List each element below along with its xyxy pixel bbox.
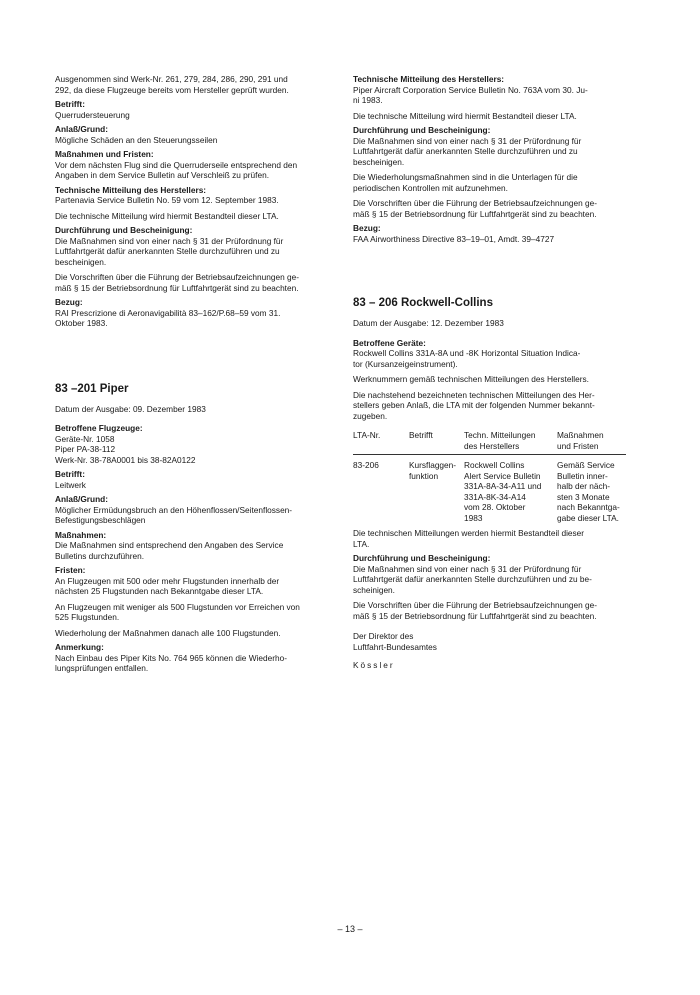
bezug-text: RAI Prescrizione di Aeronavigabilità 83–162/P.68–59 vom 31. Oktober 1983. <box>55 307 281 328</box>
fristen-text-1: An Flugzeugen mit 500 oder mehr Flugstunden innerhalb der nächsten 25 Flugstunden nach Bekanntgabe dieser LTA. <box>55 575 280 596</box>
section-piper <box>55 382 331 674</box>
betrifft-text: Leitwerk <box>55 479 86 490</box>
vorschriften-text: Die Vorschriften über die Führung der Betriebsaufzeichnungen ge- mäß § 15 der Betriebsordnung für Luftfahrtgerät sind zu beachten. <box>55 272 299 293</box>
durchfuehrung-label: Durchführung und Bescheinigung: <box>353 125 491 135</box>
betrifft-text: Querrudersteuerung <box>55 109 130 120</box>
table-cell: Kursflaggen- funktion <box>409 460 457 481</box>
massnahmen-text: Vor dem nächsten Flug sind die Querruderseile entsprechend den Angaben in dem Service Bulletin auf Verschleiß zu prüfen. <box>55 159 298 180</box>
betrifft-label: Betrifft: <box>55 469 85 479</box>
werknummern-text: Werknummern gemäß technischen Mitteilungen des Herstellers. <box>353 374 589 384</box>
tech-label: Technische Mitteilung des Herstellers: <box>55 184 207 195</box>
massnahmen-label: Maßnahmen: <box>55 529 107 540</box>
section-heading: 83 –201 Piper <box>55 382 129 395</box>
page-number: – 13 – <box>337 924 363 934</box>
tech-label: Technische Mitteilung des Herstellers: <box>353 74 505 84</box>
betrifft-label: Betrifft: <box>55 99 85 109</box>
durchfuehrung-label: Durchführung und Bescheinigung: <box>55 225 193 235</box>
issue-date: Datum der Ausgabe: 12. Dezember 1983 <box>353 318 504 328</box>
left-column <box>55 74 331 674</box>
vorschriften-text: Die Vorschriften über die Führung der Betriebsaufzeichnungen ge- mäß § 15 der Betriebsordnung für Luftfahrtgerät sind zu beachten. <box>353 600 597 621</box>
geraete-text: Geräte-Nr. 1058 Piper PA-38-112 Werk-Nr. 38-78A0001 bis 38-82A0122 <box>55 433 196 465</box>
section-rockwell-collins <box>353 296 626 671</box>
section-heading: 83 – 206 Rockwell-Collins <box>353 297 493 309</box>
table-header-cell: LTA-Nr. <box>353 430 381 440</box>
intro-text: Die nachstehend bezeichneten technischen Mitteilungen des Her- stellers geben Anlaß, die LTA mit der folgenden Nummer bekannt- zugeben. <box>353 389 595 421</box>
geraete-label: Betroffene Flugzeuge: <box>55 423 143 433</box>
tech-note: Die technischen Mitteilungen werden hiermit Bestandteil dieser LTA. <box>353 528 585 549</box>
tech-note: Die technische Mitteilung wird hiermit Bestandteil dieser LTA. <box>55 210 279 221</box>
massnahmen-label: Maßnahmen und Fristen: <box>55 149 154 159</box>
bezug-text: FAA Airworthiness Directive 83–19–01, Amdt. 39–4727 <box>353 233 555 244</box>
durchfuehrung-text: Die Maßnahmen sind von einer nach § 31 der Prüfordnung für Luftfahrtgerät dafür anerkannten Stelle durchzuführen und zu bescheinigen. <box>55 235 284 267</box>
anmerkung-label: Anmerkung: <box>55 642 104 652</box>
vorschriften-text: Die Vorschriften über die Führung der Betriebsaufzeichnungen ge- mäß § 15 der Betriebsordnung für Luftfahrtgerät sind zu beachten. <box>353 198 597 219</box>
durchfuehrung-text: Die Maßnahmen sind von einer nach § 31 der Prüfordnung für Luftfahrtgerät dafür anerkannten Stelle durchzuführen und zu be- scheinigen. <box>353 563 592 595</box>
table-header-cell: Betrifft <box>409 430 433 440</box>
table-cell: 83-206 <box>353 460 379 470</box>
bezug-label: Bezug: <box>353 223 381 233</box>
anlass-text: Mögliche Schäden an den Steuerungsseilen <box>55 134 218 145</box>
table-row <box>353 460 626 523</box>
table-header-cell: Maßnahmen und Fristen <box>557 430 604 451</box>
anlass-text: Möglicher Ermüdungsbruch an den Höhenflossen/Seitenflossen- Befestigungsbeschlägen <box>55 504 293 525</box>
tech-text: Piper Aircraft Corporation Service Bulletin No. 763A vom 30. Ju- ni 1983. <box>353 84 588 105</box>
fristen-text-2: An Flugzeugen mit weniger als 500 Flugstunden vor Erreichen von 525 Flugstunden. <box>55 601 300 622</box>
massnahmen-text: Die Maßnahmen sind entsprechend den Angaben des Service Bulletins durchzuführen. <box>55 540 284 561</box>
signature-block: Der Direktor des Luftfahrt-Bundesamtes <box>353 631 437 652</box>
intro-text: Ausgenommen sind Werk-Nr. 261, 279, 284, 286, 290, 291 und 292, da diese Flugzeuge bereits vom Hersteller geprüft wurden. <box>55 74 289 95</box>
anmerkung-text: Nach Einbau des Piper Kits No. 764 965 können die Wiederho- lungsprüfungen entfallen. <box>55 652 287 673</box>
wiederholung-text: Die Wiederholungsmaßnahmen sind in die Unterlagen für die periodischen Kontrollen mit aufzunehmen. <box>353 172 578 193</box>
durchfuehrung-text: Die Maßnahmen sind von einer nach § 31 der Prüfordnung für Luftfahrtgerät dafür anerkannten Stelle durchzuführen und zu bescheinigen. <box>353 135 582 167</box>
issue-date: Datum der Ausgabe: 09. Dezember 1983 <box>55 403 206 414</box>
right-column <box>353 74 626 671</box>
bezug-label: Bezug: <box>55 297 83 307</box>
table-header-cell: Techn. Mitteilungen des Herstellers <box>464 430 536 451</box>
anlass-label: Anlaß/Grund: <box>55 124 109 134</box>
signer-name: Kössler <box>353 660 395 670</box>
table-cell: Rockwell Collins Alert Service Bulletin 331A-8A-34-A11 und 331A-8K-34-A14 vom 28. Oktober 1983 <box>464 460 542 523</box>
tech-note: Die technische Mitteilung wird hiermit Bestandteil dieser LTA. <box>353 110 577 121</box>
geraete-text: Rockwell Collins 331A-8A und -8K Horizontal Situation Indica- tor (Kursanzeigeinstrument). <box>353 348 581 369</box>
tech-text: Partenavia Service Bulletin No. 59 vom 12. September 1983. <box>55 195 279 205</box>
fristen-text-3: Wiederholung der Maßnahmen danach alle 100 Flugstunden. <box>55 627 281 638</box>
lta-table-header <box>353 430 626 455</box>
anlass-label: Anlaß/Grund: <box>55 494 109 504</box>
table-cell: Gemäß Service Bulletin inner- halb der näch- sten 3 Monate nach Bekanntga- gabe dieser LTA. <box>557 460 620 523</box>
durchfuehrung-label: Durchführung und Bescheinigung: <box>353 553 491 563</box>
geraete-label: Betroffene Geräte: <box>353 337 426 348</box>
fristen-label: Fristen: <box>55 565 86 575</box>
